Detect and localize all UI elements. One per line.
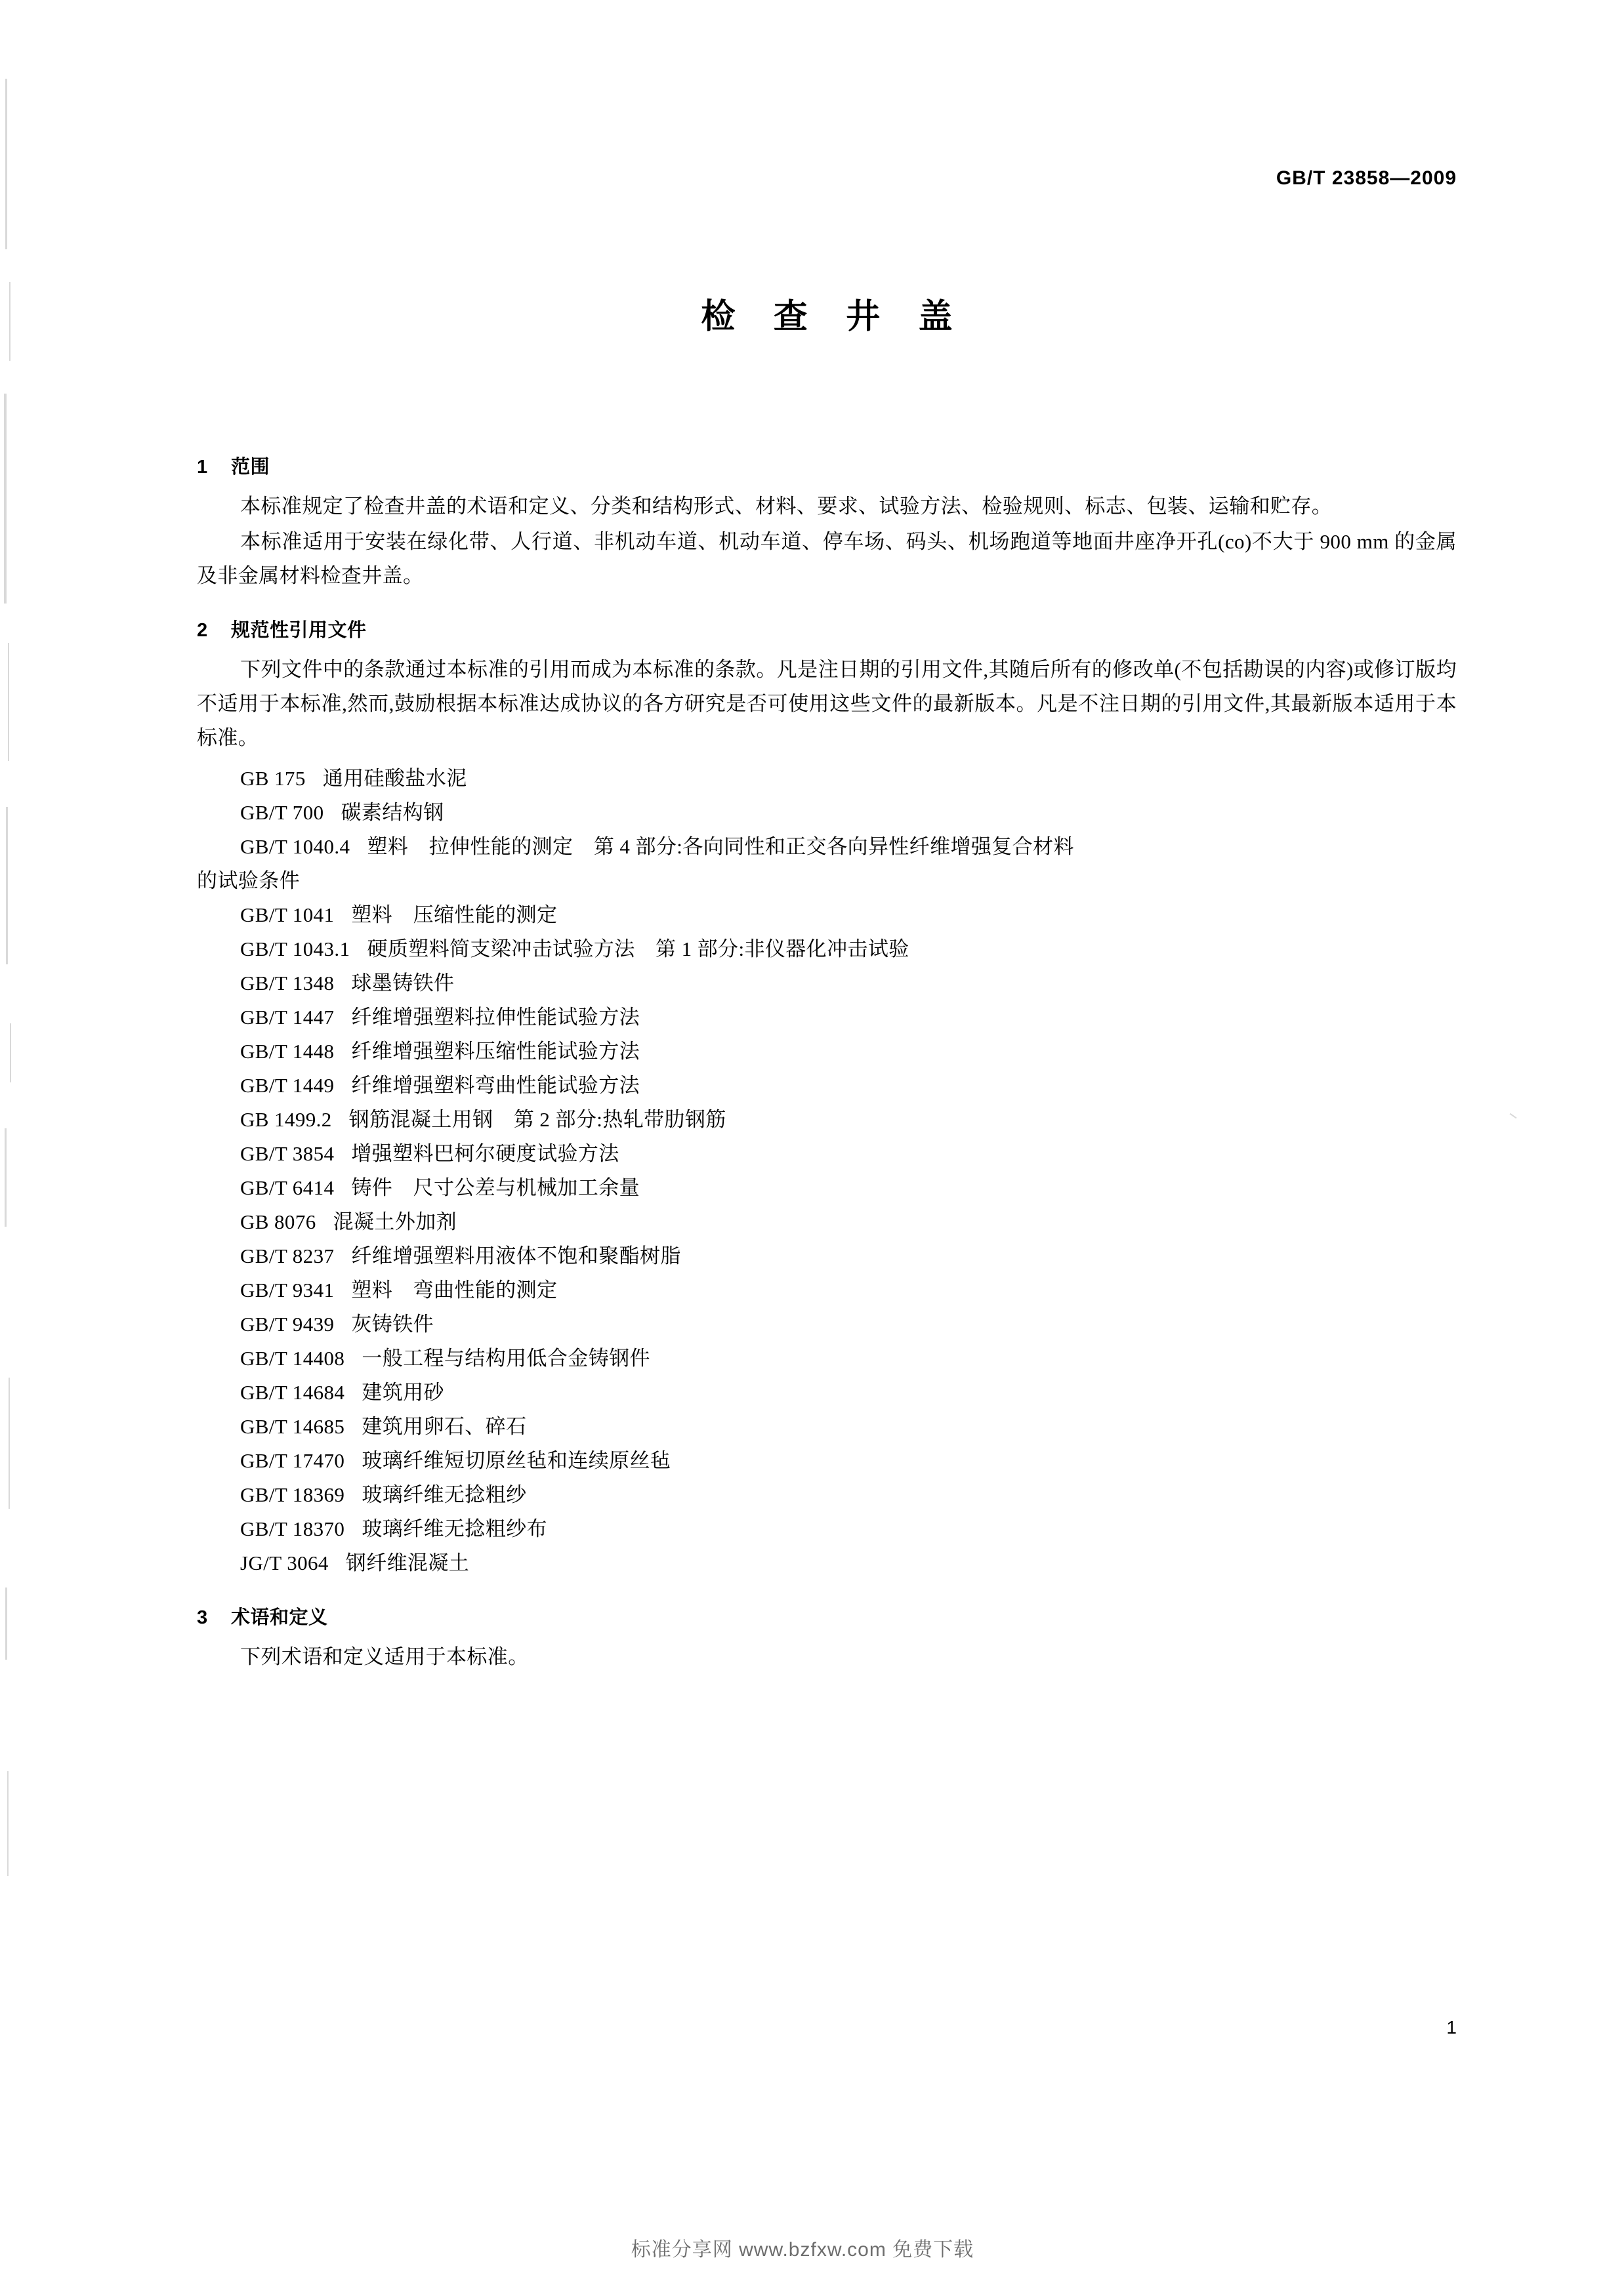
reference-code: GB/T 700: [240, 801, 324, 824]
reference-code: GB/T 18370: [240, 1517, 345, 1540]
list-item: [197, 1000, 1457, 1035]
reference-name: 碳素结构钢: [341, 801, 444, 824]
reference-name: 玻璃纤维短切原丝毡和连续原丝毡: [362, 1449, 671, 1472]
reference-name: 玻璃纤维无捻粗纱布: [362, 1517, 547, 1540]
reference-name: 球墨铸铁件: [351, 972, 455, 994]
list-item: [197, 1137, 1457, 1171]
list-item: [197, 1512, 1457, 1546]
reference-code: GB/T 1448: [240, 1040, 335, 1063]
reference-code: GB 175: [240, 767, 306, 790]
list-item: [197, 1103, 1457, 1137]
reference-code: GB/T 1041: [240, 903, 335, 926]
list-item-continuation: [197, 864, 1457, 898]
normative-reference-list: [197, 762, 1457, 1580]
paragraph-1-1: 本标准规定了检查井盖的术语和定义、分类和结构形式、材料、要求、试验方法、检验规则、标志、包装、运输和贮存。: [240, 495, 1333, 518]
section-title-3: 术语和定义: [231, 1607, 328, 1628]
paragraph-3-1: 下列术语和定义适用于本标准。: [240, 1645, 529, 1668]
reference-code: GB/T 9439: [240, 1313, 335, 1336]
reference-code: GB/T 1447: [240, 1006, 335, 1029]
reference-code: GB/T 18369: [240, 1483, 345, 1506]
reference-code: GB/T 17470: [240, 1449, 345, 1472]
list-item: [197, 1410, 1457, 1444]
list-item: [197, 898, 1457, 932]
reference-name: 塑料 压缩性能的测定: [351, 903, 558, 926]
section-number-2: 2: [197, 620, 208, 641]
reference-code: GB/T 9341: [240, 1279, 335, 1302]
reference-code: GB/T 14685: [240, 1415, 345, 1438]
list-item: [197, 1171, 1457, 1205]
reference-name: 建筑用砂: [362, 1381, 444, 1404]
list-item: [197, 1546, 1457, 1580]
reference-code: GB/T 6414: [240, 1176, 335, 1199]
section-heading-2: [197, 615, 1457, 642]
section-heading-3: [197, 1603, 1457, 1630]
section-number-3: 3: [197, 1607, 208, 1628]
list-item: [197, 1444, 1457, 1478]
list-item: [197, 1035, 1457, 1069]
paragraph-2-1: 下列文件中的条款通过本标准的引用而成为本标准的条款。凡是注日期的引用文件,其随后所有的修改单(不包括勘误的内容)或修订版均不适用于本标准,然而,鼓励根据本标准达成协议的各方研究是否可使用这些文件的最新版本。凡是不注日期的引用文件,其最新版本适用于本标准。: [197, 658, 1457, 749]
scan-speck: [1510, 1113, 1517, 1119]
reference-code: GB/T 1040.4: [240, 835, 350, 858]
reference-code: GB/T 14408: [240, 1347, 345, 1370]
reference-name: 玻璃纤维无捻粗纱: [362, 1483, 527, 1506]
list-item: [197, 932, 1457, 966]
list-item: [197, 1307, 1457, 1342]
reference-name: 纤维增强塑料用液体不饱和聚酯树脂: [351, 1244, 681, 1267]
reference-name: 铸件 尺寸公差与机械加工余量: [351, 1176, 640, 1199]
list-item: [197, 762, 1457, 796]
reference-name: 塑料 弯曲性能的测定: [351, 1279, 558, 1302]
page-number: 1: [1446, 2017, 1457, 2038]
list-item: [197, 1273, 1457, 1307]
section-title-2: 规范性引用文件: [231, 620, 367, 641]
list-item: [197, 1069, 1457, 1103]
paragraph-1-2: 本标准适用于安装在绿化带、人行道、非机动车道、机动车道、停车场、码头、机场跑道等地面井座净开孔(co)不大于 900 mm 的金属及非金属材料检查井盖。: [197, 530, 1457, 587]
standard-number: GB/T 23858—2009: [1276, 167, 1457, 189]
reference-name: 纤维增强塑料拉伸性能试验方法: [351, 1006, 640, 1029]
reference-name: 建筑用卵石、碎石: [362, 1415, 527, 1438]
reference-code: GB/T 1449: [240, 1074, 335, 1097]
watermark-footer: 标准分享网 www.bzfxw.com 免费下载: [631, 2239, 974, 2261]
reference-name: 增强塑料巴柯尔硬度试验方法: [351, 1142, 619, 1165]
document-body: [197, 430, 1457, 1675]
reference-name: 塑料 拉伸性能的测定 第 4 部分:各向同性和正交各向异性纤维增强复合材料: [367, 835, 1074, 858]
scan-edge-artifacts: [0, 0, 17, 2296]
reference-code: GB 1499.2: [240, 1108, 332, 1131]
list-item: [197, 1239, 1457, 1273]
section-number-1: 1: [197, 457, 208, 478]
list-item: [197, 1376, 1457, 1410]
reference-name: 灰铸铁件: [351, 1313, 434, 1336]
page-title: 检 查 井 盖: [701, 298, 967, 336]
reference-code: GB/T 8237: [240, 1244, 335, 1267]
section-heading-1: [197, 452, 1457, 479]
section-title-1: 范围: [231, 457, 270, 478]
list-item: [197, 796, 1457, 830]
reference-code: GB/T 14684: [240, 1381, 345, 1404]
list-item: [197, 830, 1457, 864]
list-item: [197, 1478, 1457, 1512]
reference-name: 钢筋混凝土用钢 第 2 部分:热轧带肋钢筋: [348, 1108, 726, 1131]
reference-name: 一般工程与结构用低合金铸钢件: [362, 1347, 650, 1370]
reference-code: GB/T 3854: [240, 1142, 335, 1165]
list-item: [197, 1205, 1457, 1239]
reference-name-continuation: 的试验条件: [197, 869, 300, 892]
reference-name: 硬质塑料简支梁冲击试验方法 第 1 部分:非仪器化冲击试验: [367, 937, 909, 960]
reference-name: 纤维增强塑料弯曲性能试验方法: [351, 1074, 640, 1097]
reference-name: 纤维增强塑料压缩性能试验方法: [351, 1040, 640, 1063]
reference-name: 通用硅酸盐水泥: [322, 767, 467, 790]
reference-name: 混凝土外加剂: [333, 1210, 457, 1233]
reference-code: GB/T 1348: [240, 972, 335, 994]
list-item: [197, 966, 1457, 1000]
reference-code: JG/T 3064: [240, 1551, 329, 1574]
list-item: [197, 1342, 1457, 1376]
reference-name: 钢纤维混凝土: [345, 1551, 470, 1574]
reference-code: GB/T 1043.1: [240, 937, 350, 960]
reference-code: GB 8076: [240, 1210, 316, 1233]
